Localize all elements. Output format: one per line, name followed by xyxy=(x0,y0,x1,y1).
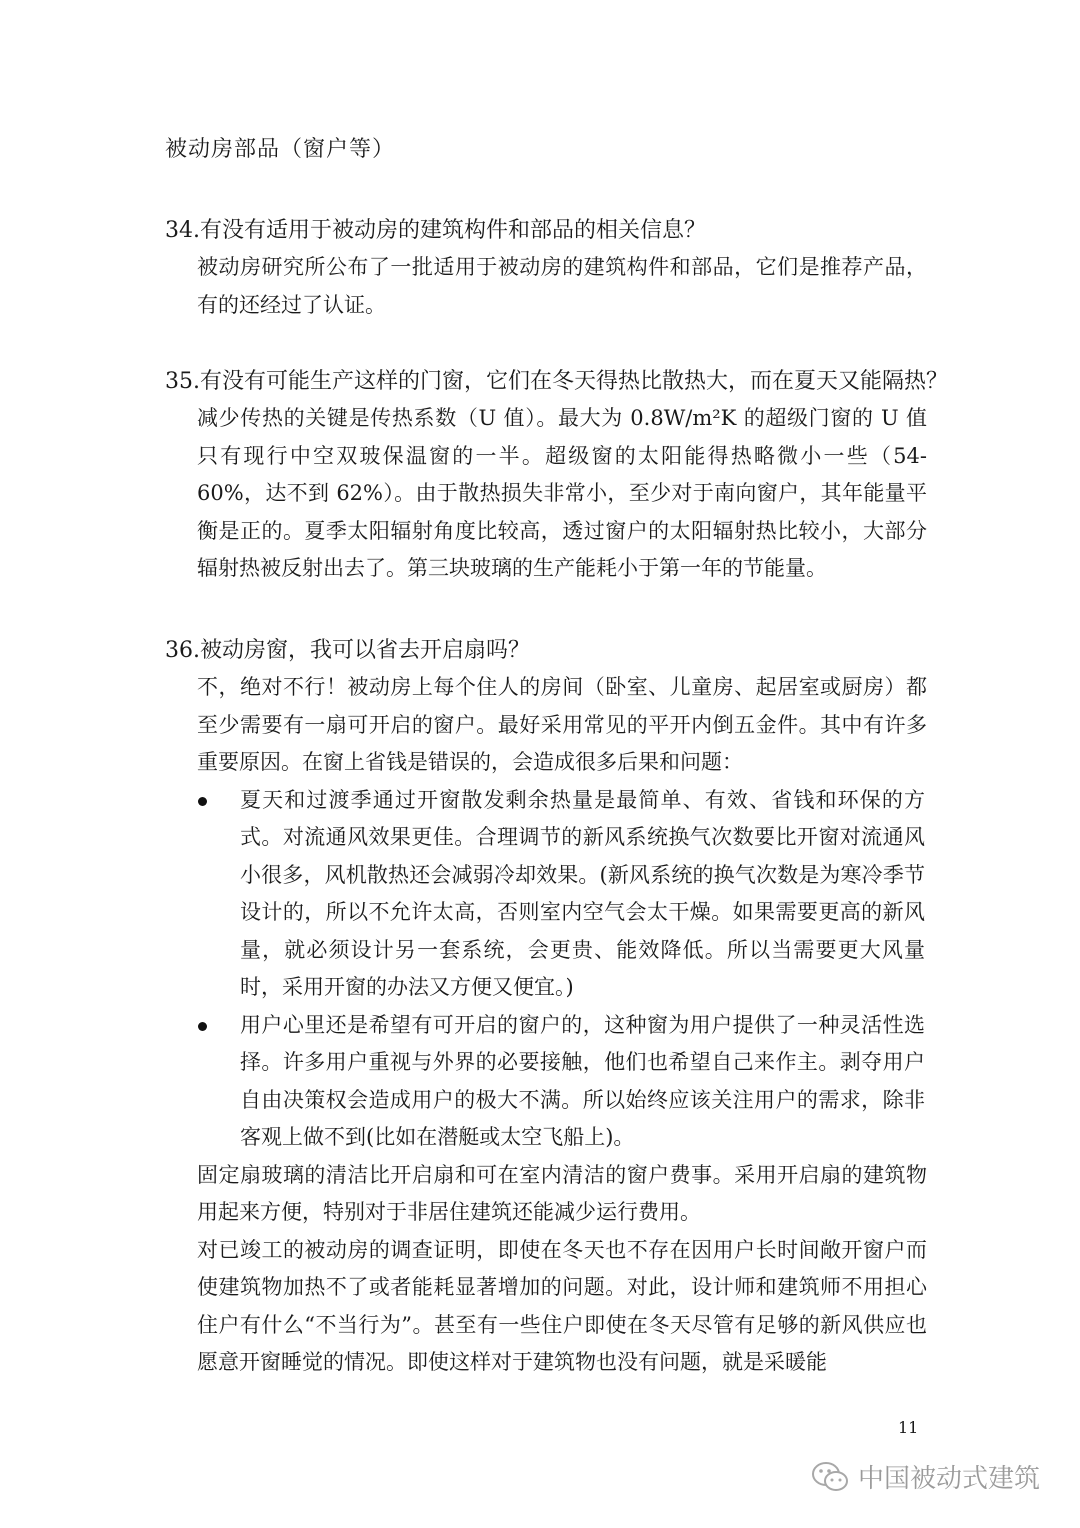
bullet-icon xyxy=(198,1022,207,1031)
question-34 xyxy=(165,213,925,324)
section-title: 被动房部品（窗户等） xyxy=(165,137,396,162)
list-item-text: 用户心里还是希望有可开启的窗户的，这种窗为用户提供了一种灵活性选择。许多用户重视与外界的必要接触，他们也希望自己来作主。剥夺用户自由决策权会造成用户的极大不满。所以始终应该关注用户的需求，除非客观上做不到(比如在潜艇或太空飞船上)。 xyxy=(240,1012,925,1149)
answer-paragraph: 减少传热的关键是传热系数（U 值）。最大为 0.8W/m²K 的超级门窗的 U 值只有现行中空双玻保温窗的一半。超级窗的太阳能得热略微小一些（54-60%，达不到 62%）。由于散热损失非常小，至少对于南向窗户，其年能量平衡是正的。夏季太阳辐射角度比较高，透过窗户的太阳辐射热比较小，大部分辐射热被反射出去了。第三块玻璃的生产能耗小于第一年的节能量。 xyxy=(197,406,927,580)
question-number: 34. xyxy=(165,218,200,243)
question-36 xyxy=(165,633,925,1382)
question-heading xyxy=(165,633,925,669)
question-heading xyxy=(165,364,949,400)
wechat-icon xyxy=(810,1460,850,1494)
question-title: 有没有适用于被动房的建筑构件和部品的相关信息？ xyxy=(200,218,707,243)
watermark-text: 中国被动式建筑 xyxy=(858,1464,1041,1494)
page-number: 11 xyxy=(898,1418,919,1437)
answer-intro: 不，绝对不行！被动房上每个住人的房间（卧室、儿童房、起居室或厨房）都至少需要有一扇可开启的窗户。最好采用常见的平开内倒五金件。其中有许多重要原因。在窗上省钱是错误的，会造成很多后果和问题： xyxy=(197,675,927,774)
question-number: 35. xyxy=(165,369,200,394)
question-title: 被动房窗，我可以省去开启扇吗？ xyxy=(200,638,531,663)
answer-paragraph: 固定扇玻璃的清洁比开启扇和可在室内清洁的窗户费事。采用开启扇的建筑物用起来方便，特别对于非居住建筑还能减少运行费用。 xyxy=(197,1162,927,1224)
watermark xyxy=(810,1458,1040,1495)
question-heading xyxy=(165,213,925,249)
list-item xyxy=(165,782,925,1007)
answer-paragraph: 被动房研究所公布了一批适用于被动房的建筑构件和部品，它们是推荐产品，有的还经过了认证。 xyxy=(197,255,927,317)
bullet-icon xyxy=(198,797,207,806)
list-item-text: 夏天和过渡季通过开窗散发剩余热量是最简单、有效、省钱和环保的方式。对流通风效果更佳。合理调节的新风系统换气次数要比开窗对流通风小很多，风机散热还会减弱冷却效果。(新风系统的换气次数是为寒冷季节设计的，所以不允许太高，否则室内空气会太干燥。如果需要更高的新风量，就必须设计另一套系统，会更贵、能效降低。所以当需要更大风量时，采用开窗的办法又方便又便宜。) xyxy=(240,787,925,999)
answer-paragraph: 对已竣工的被动房的调查证明，即使在冬天也不存在因用户长时间敞开窗户而使建筑物加热不了或者能耗显著增加的问题。对此，设计师和建筑师不用担心住户有什么“不当行为”。甚至有一些住户即使在冬天尽管有足够的新风供应也愿意开窗睡觉的情况。即使这样对于建筑物也没有问题，就是采暖能 xyxy=(197,1237,927,1374)
question-number: 36. xyxy=(165,638,200,663)
list-item xyxy=(165,1007,925,1157)
reasons-list xyxy=(165,782,925,1157)
question-title: 有没有可能生产这样的门窗，它们在冬天得热比散热大，而在夏天又能隔热？ xyxy=(200,369,949,394)
question-35 xyxy=(165,364,949,588)
